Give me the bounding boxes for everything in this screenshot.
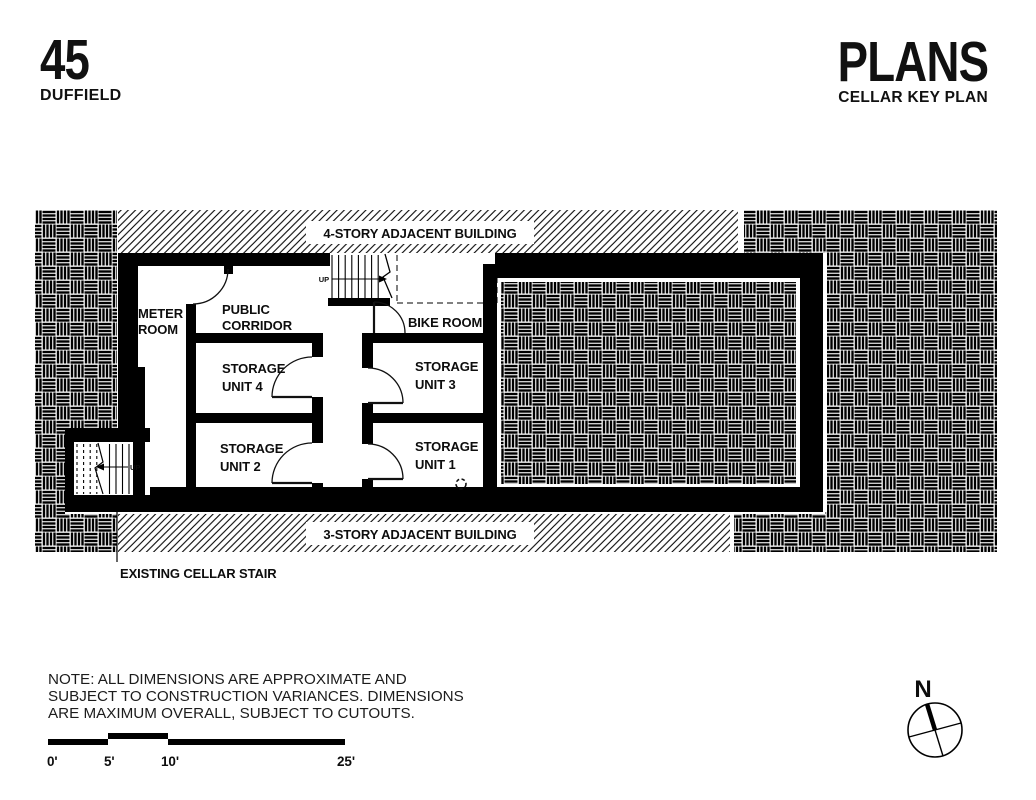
stair-up-label: UP [318, 275, 329, 284]
sheet-title: PLANS [837, 30, 988, 94]
room-label-storage-unit-3-2: UNIT 3 [415, 377, 456, 392]
room-label-public-corridor: PUBLIC [222, 302, 270, 317]
interior-hatch-block [497, 278, 800, 487]
wall-bottom [150, 487, 823, 512]
north-needle [927, 704, 935, 730]
exterior-hatch-right [827, 253, 997, 552]
wall-left-thickening [138, 367, 145, 433]
exterior-hatch-bottom-right [734, 512, 827, 552]
note-line-3: ARE MAXIMUM OVERALL, SUBJECT TO CUTOUTS. [48, 704, 415, 722]
room-label-storage-unit-2: STORAGE [220, 441, 284, 456]
wall-unit3-unit1 [362, 413, 483, 423]
wall-top-left [118, 253, 330, 266]
wall-corridor-unit4 [196, 333, 323, 343]
note-block [48, 672, 478, 722]
scale-label-10: 10' [161, 754, 179, 769]
wall-corridor-east-b [362, 403, 373, 444]
adjacent-building-top-label: 4-STORY ADJACENT BUILDING [323, 226, 517, 241]
cellar-stair-up-label: UP [130, 463, 141, 472]
room-label-storage-unit-4: STORAGE [222, 361, 286, 376]
room-label-bike-room: BIKE ROOM [408, 315, 483, 330]
sheet-subtitle: CELLAR KEY PLAN [838, 89, 988, 106]
room-label-meter-room: METER [138, 306, 184, 321]
project-name: DUFFIELD [40, 87, 122, 104]
north-label: N [914, 676, 932, 703]
adjacent-building-band-top [118, 210, 738, 253]
room-label-storage-unit-2-2: UNIT 2 [220, 459, 261, 474]
wall-stair-bump-bottom [65, 495, 150, 512]
wall-rooms-right [483, 266, 497, 487]
wall-corridor-west-a [312, 343, 323, 357]
scale-label-25: 25' [337, 754, 355, 769]
exterior-hatch-top-right [744, 210, 997, 253]
wall-unit4-unit2 [196, 413, 323, 423]
adjacent-building-band-bottom [118, 512, 730, 552]
wall-corridor-west-b [312, 397, 323, 443]
room-label-meter-room-2: ROOM [138, 322, 179, 337]
scale-label-0: 0' [47, 754, 58, 769]
wall-meter-partition [186, 304, 196, 487]
scale-bar [47, 733, 355, 769]
wall-right [800, 253, 823, 512]
note-line-2: SUBJECT TO CONSTRUCTION VARIANCES. DIMENSIONS [48, 687, 464, 705]
wall-hatch-top [483, 264, 800, 278]
wall-corridor-east-c [362, 479, 373, 487]
wall-bike-unit3 [373, 333, 483, 343]
wall-corridor-east-a [362, 333, 373, 368]
wall-stair-bottom [328, 298, 390, 306]
room-label-storage-unit-4-2: UNIT 4 [222, 379, 263, 394]
adjacent-building-bottom-label: 3-STORY ADJACENT BUILDING [323, 527, 517, 542]
wall-left [118, 253, 138, 438]
note-line-1: NOTE: ALL DIMENSIONS ARE APPROXIMATE AND [48, 671, 407, 688]
scale-label-5: 5' [104, 754, 115, 769]
room-label-public-corridor-2: CORRIDOR [222, 318, 292, 333]
wall-corridor-west-c [312, 483, 323, 487]
room-label-storage-unit-1: STORAGE [415, 439, 479, 454]
project-number: 45 [40, 28, 90, 92]
north-arrow [908, 676, 962, 757]
annotation-existing-cellar-stair: EXISTING CELLAR STAIR [120, 566, 277, 581]
room-label-storage-unit-1-2: UNIT 1 [415, 457, 456, 472]
room-label-storage-unit-3: STORAGE [415, 359, 479, 374]
